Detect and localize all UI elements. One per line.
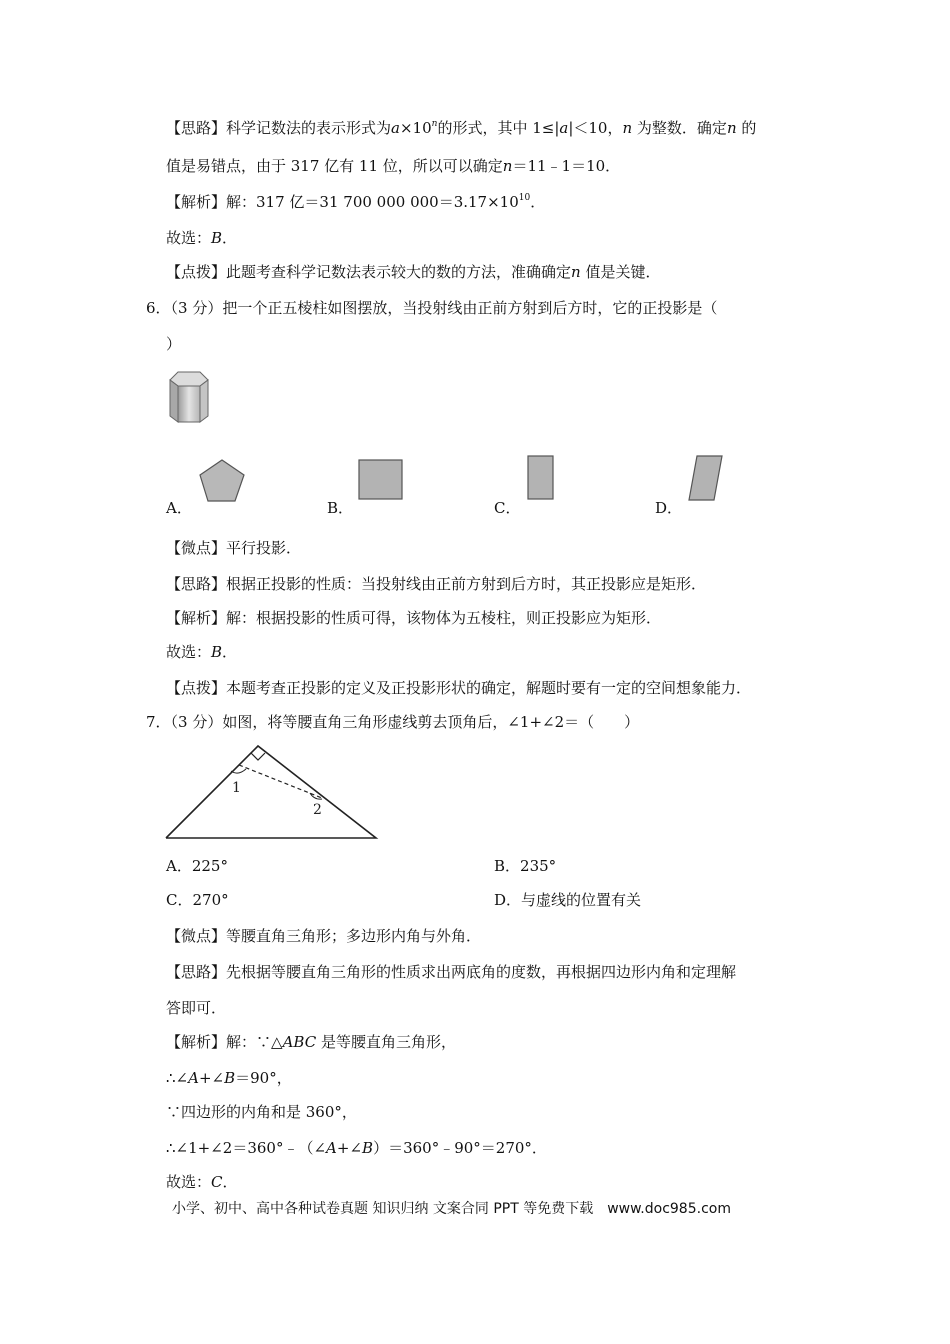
tag-jiexi: 【解析】 [166, 1033, 227, 1051]
isosceles-right-triangle-figure [160, 738, 385, 844]
tag-jiexi: 【解析】 [166, 193, 227, 211]
tag-silu: 【思路】 [166, 575, 227, 593]
angle-2-label: 2 [313, 802, 322, 818]
q6-silu-line: 【思路】根据正投影的性质：当投射线由正前方射到后方时，其正投影应是矩形． [166, 575, 707, 593]
q7-option-b: B．235° [494, 857, 557, 875]
q5-answer-line: 故选：B． [166, 229, 238, 247]
q7-silu-line-1: 【思路】先根据等腰直角三角形的性质求出两底角的度数，再根据四边形内角和定理解 [166, 963, 737, 981]
pentagonal-prism-figure [164, 368, 214, 424]
q6-option-d: D． [655, 499, 683, 517]
q6-weidian-line: 【微点】平行投影． [166, 539, 302, 557]
option-a-pentagon [198, 458, 246, 504]
option-c-rectangle [527, 455, 555, 501]
q6-stem-close: ） [166, 335, 182, 353]
q6-option-b: B． [327, 499, 354, 517]
tag-jiexi: 【解析】 [166, 609, 227, 627]
q7-jiexi-line-1: 【解析】解：∵△ABC 是等腰直角三角形， [166, 1033, 456, 1051]
q6-stem: 6．（3 分）把一个正五棱柱如图摆放，当投射线由正前方射到后方时，它的正投影是（ [146, 299, 718, 317]
tag-silu: 【思路】 [166, 119, 227, 137]
q7-answer-line: 故选：C． [166, 1173, 238, 1191]
tag-weidian: 【微点】 [166, 927, 227, 945]
q5-dianbo-line: 【点拨】此题考查科学记数法表示较大的数的方法，准确确定n 值是关键． [166, 263, 661, 281]
q6-answer-line: 故选：B． [166, 643, 238, 661]
q6-dianbo-line: 【点拨】本题考查正投影的定义及正投影形状的确定，解题时要有一定的空间想象能力． [166, 679, 752, 697]
angle-1-label: 1 [232, 780, 241, 796]
tag-dianbo: 【点拨】 [166, 263, 227, 281]
tag-silu: 【思路】 [166, 963, 227, 981]
q7-jiexi-line-4: ∴∠1+∠2＝360°﹣（∠A+∠B）＝360°﹣90°＝270°． [166, 1139, 547, 1157]
q6-option-c: C． [494, 499, 521, 517]
q7-jiexi-line-3: ∵四边形的内角和是 360°， [166, 1103, 357, 1121]
page-footer: 小学、初中、高中各种试卷真题 知识归纳 文案合同 PPT 等免费下载 www.doc985.com [172, 1201, 731, 1217]
q7-stem: 7．（3 分）如图，将等腰直角三角形虚线剪去顶角后，∠1+∠2＝（ ） [146, 713, 640, 731]
q5-silu-line-1: 【思路】科学记数法的表示形式为$a\times 10^n$的形式，其中 1≤|a|＜10，n 为整数．确定n 的 [166, 119, 757, 137]
option-d-parallelogram [688, 454, 724, 502]
tag-weidian: 【微点】 [166, 539, 227, 557]
q7-option-d: D．与虚线的位置有关 [494, 891, 642, 909]
q7-silu-line-2: 答即可． [166, 999, 227, 1017]
q6-answer: B [211, 643, 223, 661]
q7-option-a: A．225° [166, 857, 228, 875]
q7-weidian-line: 【微点】等腰直角三角形；多边形内角与外角． [166, 927, 482, 945]
q5-jiexi-line: 【解析】解：317 亿＝31 700 000 $000=3.17\times 10^{10}$． [166, 193, 546, 211]
q5-answer: B [211, 229, 223, 247]
q7-jiexi-line-2: ∴∠A+∠B＝90°， [166, 1069, 292, 1087]
q7-answer: C [211, 1173, 223, 1191]
q6-jiexi-line: 【解析】解：根据投影的性质可得，该物体为五棱柱，则正投影应为矩形． [166, 609, 662, 627]
q7-option-c: C．270° [166, 891, 229, 909]
tag-dianbo: 【点拨】 [166, 679, 227, 697]
option-b-square [358, 459, 404, 501]
q5-silu-line-2: 值是易错点，由于 317 亿有 11 位，所以可以确定n＝11﹣1＝10． [166, 157, 621, 175]
q6-option-a: A． [166, 499, 192, 517]
